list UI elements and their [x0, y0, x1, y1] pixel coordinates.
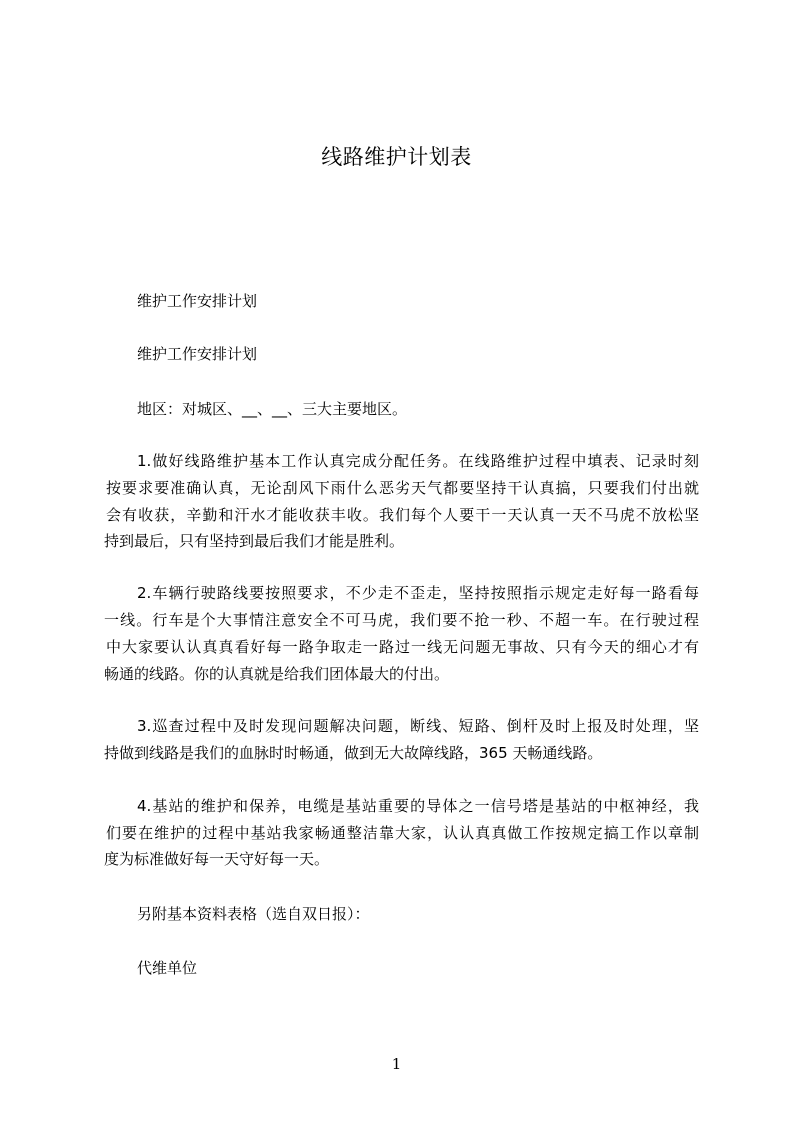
attachment-line: 另附基本资料表格（选自双日报）：	[137, 905, 370, 923]
paragraph-line: 4.基站的维护和保养，电缆是基站重要的导体之一信号塔是基站的中枢神经，我	[137, 797, 699, 815]
paragraph-line: 们要在维护的过程中基站我家畅通整洁靠大家，认认真真做工作按规定搞工作以章制	[106, 824, 699, 842]
paragraph-line: 一线。行车是个大事情注意安全不可马虎，我们要不抢一秒、不超一车。在行驶过程	[104, 611, 699, 629]
paragraph-line: 畅通的线路。你的认真就是给我们团体最大的付出。	[104, 665, 450, 683]
page-number: 1	[391, 1055, 402, 1073]
section-heading: 维护工作安排计划	[137, 292, 258, 310]
paragraph-line: 会有收获，辛勤和汗水才能收获丰收。我们每个人要干一天认真一天不马虎不放松坚	[106, 506, 699, 524]
paragraph-line: 持到最后，只有坚持到最后我们才能是胜利。	[104, 532, 405, 550]
paragraph-line: 1.做好线路维护基本工作认真完成分配任务。在线路维护过程中填表、记录时刻	[137, 452, 699, 470]
paragraph-line: 持做到线路是我们的血脉时时畅通，做到无大故障线路，365 天畅通线路。	[104, 744, 603, 762]
unit-line: 代维单位	[137, 959, 198, 977]
paragraph-line: 2.车辆行驶路线要按照要求，不少走不歪走，坚持按照指示规定走好每一路看每	[137, 584, 699, 602]
region-line: 地区：对城区、__、__、三大主要地区。	[137, 400, 408, 418]
paragraph-line: 中大家要认认真真看好每一路争取走一路过一线无问题无事故、只有今天的细心才有	[106, 638, 699, 656]
section-heading: 维护工作安排计划	[137, 345, 258, 363]
document-title: 线路维护计划表	[321, 145, 472, 169]
paragraph-line: 度为标准做好每一天守好每一天。	[104, 850, 330, 868]
paragraph-line: 按要求要准确认真，无论刮风下雨什么恶劣天气都要坚持干认真搞，只要我们付出就	[106, 479, 699, 497]
paragraph-line: 3.巡查过程中及时发现问题解决问题，断线、短路、倒杆及时上报及时处理，坚	[137, 717, 699, 735]
